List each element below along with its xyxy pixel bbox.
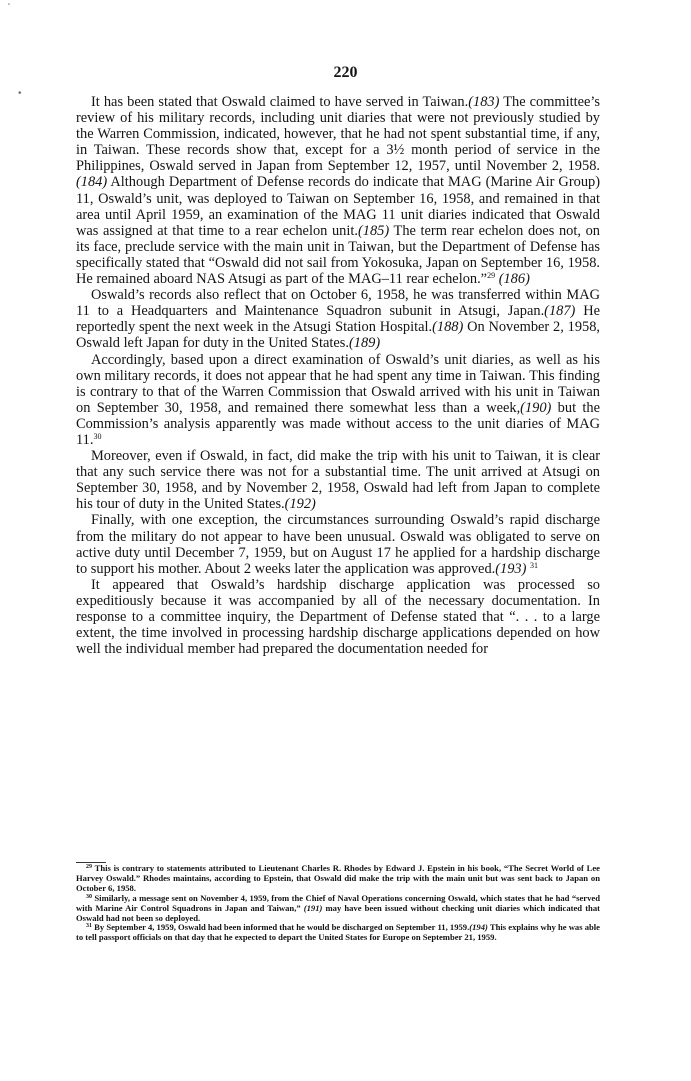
text-run: By September 4, 1959, Oswald had been informed that he would be discharged on September 11, 1959. — [92, 922, 470, 933]
reference-number: (184) — [76, 174, 108, 191]
reference-number: (186) — [498, 271, 530, 288]
text-run: but the Commission’s analysis apparently was made without access to the unit diaries of MAG 11. — [76, 399, 600, 448]
text-run: Finally, with one exception, the circumstances surrounding Oswald’s rapid discharge from the military do not appear to have been unusual. Oswald was obligated to serve on active duty until December 7, 1959, but on August 17 he applied for a hardship discharge to support his mother. About 2 weeks later the application was approved. — [76, 512, 600, 577]
text-run: It has been stated that Oswald claimed to have served in Taiwan. — [91, 94, 469, 110]
footnotes — [76, 864, 600, 943]
text-run: Moreover, even if Oswald, in fact, did make the trip with his unit to Taiwan, it is clear that any such service there was not for a substantial time. The unit arrived at Atsugi on September 30, 1958, and by November 2, 1958, Oswald had left from Japan to complete his tour of duty in the United States. — [76, 448, 600, 513]
footnote-marker: 31 — [86, 923, 92, 930]
reference-number: (188) — [432, 319, 464, 336]
reference-number: (191) — [303, 902, 323, 913]
text-run: Oswald’s records also reflect that on October 6, 1958, he was transferred within MAG 11 to a Headquarters and Maintenance Squadron subunit in Atsugi, Japan. — [76, 287, 600, 320]
paragraph — [76, 352, 600, 449]
reference-number: (185) — [357, 222, 390, 239]
footnote — [76, 864, 600, 894]
reference-number: (193) — [495, 560, 527, 577]
margin-mark: ' — [8, 2, 10, 13]
footnote-marker: 31 — [530, 560, 539, 570]
text-run: This explains why he was able to tell passport officials on that day that he expected to depart the United States for Europe on September 21, 1959. — [76, 922, 600, 943]
text-run: Accordingly, based upon a direct examination of Oswald’s unit diaries, as well as his own military records, it does not appear that he had spent any time in Taiwan. This finding is contrary to that of the Warren Commission that Oswald arrived with his unit in Taiwan on September 30, 1958, and remained there somewhat less than a week, — [76, 351, 600, 416]
footnote — [76, 923, 600, 943]
page-number: 220 — [333, 64, 358, 81]
margin-bullet: • — [18, 88, 22, 99]
text-run: It appeared that Oswald’s hardship discharge application was processed so expeditiously because it was accompanied by all of the necessary documentation. In response to a committee inquiry, the Department of Defense stated that “. . . to a large extent, the time involved in processing hardship discharge applications depended on how well the individual member had prepared the documentation needed for — [76, 576, 600, 658]
paragraph — [76, 448, 600, 512]
reference-number: (189) — [348, 335, 381, 352]
paragraph — [76, 512, 600, 576]
footnote-marker: 29 — [86, 864, 92, 870]
text-run: He reportedly spent the next week in the Atsugi Station Hospital. — [76, 303, 600, 336]
reference-number: (190) — [520, 399, 552, 416]
reference-number: (183) — [468, 94, 500, 110]
text-run: Although Department of Defense records do indicate that MAG (Marine Air Group) 11, Oswald’s unit, was deployed to Taiwan on September 16, 1958, and remained in that area until April 1959, an examination of the MAG 11 unit diaries indicated that Oswald was assigned at that time to a rear echelon unit. — [76, 174, 600, 239]
paragraph — [76, 577, 600, 657]
paragraph — [76, 94, 600, 287]
text-run: may have been issued without checking unit diaries which indicated that Oswald had not been so deployed. — [76, 902, 600, 923]
footnote-marker: 30 — [86, 893, 92, 900]
footnote — [76, 894, 600, 924]
text-run: Similarly, a message sent on November 4, 1959, from the Chief of Naval Operations concerning Oswald, which states that he had “served with Marine Air Control Squadrons in Japan and Taiwan,” — [76, 892, 600, 913]
body-text — [76, 94, 600, 657]
reference-number: (187) — [544, 303, 576, 320]
text-run: The term rear echelon does not, on its face, preclude service with the main unit in Taiwan, but the Department of Defense has specifically stated that “Oswald did not sail from Yokosuka, Japan on September 16, 1958. He remained aboard NAS Atsugi as part of the MAG–11 rear echelon.” — [76, 222, 601, 288]
paragraph — [76, 287, 600, 351]
text-run: The committee’s review of his military records, including unit diaries that were not previously studied by the Warren Commission, indicated, however, that he had not spent substantial time, if any, in Taiwan. These records show that, except for a 3½ month period of service in the Philippines, Oswald served in Japan from September 12, 1957, until November 2, 1958. — [76, 94, 600, 175]
reference-number: (194) — [469, 922, 488, 933]
footnote-marker: 29 — [487, 271, 496, 281]
reference-number: (192) — [284, 496, 316, 513]
text-run: This is contrary to statements attributed to Lieutenant Charles R. Rhodes by Edward J. Epstein in his book, “The Secret World of Lee Harvey Oswald.” Rhodes maintains, according to Epstein, that Oswald did make the trip with the main unit but was sent back to Japan on October 6, 1958. — [76, 863, 600, 893]
text-run: On November 2, 1958, Oswald left Japan for duty in the United States. — [76, 319, 601, 352]
footnote-marker: 30 — [93, 431, 102, 441]
